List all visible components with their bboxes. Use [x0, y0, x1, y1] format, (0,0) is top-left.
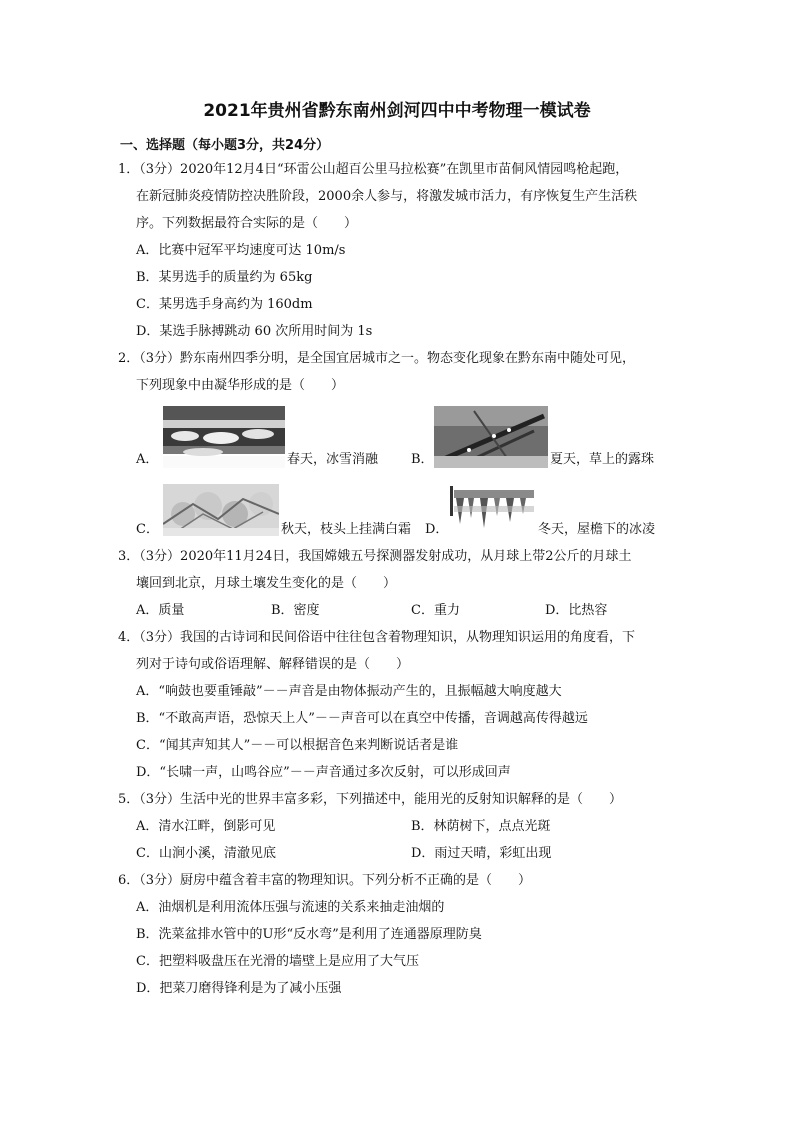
question-2-option-d-text: 冬天，屋檐下的冰凌 — [538, 522, 656, 537]
question-5-option-c: C．山涧小溪，清澈见底 — [136, 846, 276, 861]
question-3-option-b: B．密度 — [271, 603, 320, 618]
question-4-option-c: C．“闻其声知其人”－－可以根据音色来判断说话者是谁 — [136, 738, 459, 753]
melting-snow-image — [163, 406, 285, 468]
question-1-option-c: C．某男选手身高约为 160dm — [136, 297, 313, 312]
question-2-option-a-letter: A． — [136, 452, 159, 467]
question-3-option-c: C．重力 — [411, 603, 460, 618]
question-6-line-1: 6．（3分）厨房中蕴含着丰富的物理知识。下列分析不正确的是（ ） — [118, 873, 532, 888]
question-1-line-1: 1．（3分）2020年12月4日“环雷公山超百公里马拉松赛”在凯里市苗侗风情园鸣枪起跑， — [118, 162, 629, 177]
question-5-option-b: B．林荫树下，点点光斑 — [411, 819, 551, 834]
question-3-line-2: 壤回到北京，月球土壤发生变化的是（ ） — [136, 576, 397, 591]
icicles-image — [448, 484, 536, 536]
question-4-option-b: B．“不敢高声语，恐惊天上人”－－声音可以在真空中传播，音调越高传得越远 — [136, 711, 588, 726]
question-5-option-d: D．雨过天晴，彩虹出现 — [411, 846, 552, 861]
question-2-option-c-letter: C． — [136, 522, 159, 537]
question-1-option-a: A．比赛中冠军平均速度可达 10m/s — [136, 243, 346, 258]
question-6-option-d: D．把菜刀磨得锋利是为了减小压强 — [136, 981, 342, 996]
frost-on-branches-image — [163, 484, 279, 536]
question-1-line-2: 在新冠肺炎疫情防控决胜阶段，2000余人参与，将激发城市活力，有序恢复生产生活秩 — [136, 189, 638, 204]
question-1-option-b: B．某男选手的质量约为 65kg — [136, 270, 313, 285]
question-6-option-c: C．把塑料吸盘压在光滑的墙壁上是应用了大气压 — [136, 954, 419, 969]
question-1-line-3: 序。下列数据最符合实际的是（ ） — [136, 216, 358, 231]
question-5-line-1: 5．（3分）生活中光的世界丰富多彩，下列描述中，能用光的反射知识解释的是（ ） — [118, 792, 623, 807]
question-2-option-b-text: 夏天，草上的露珠 — [550, 452, 655, 467]
question-4-line-2: 列对于诗句或俗语理解、解释错误的是（ ） — [136, 657, 410, 672]
section-heading: 一、选择题（每小题3分，共24分） — [120, 138, 330, 153]
page-title: 2021年贵州省黔东南州剑河四中中考物理一模试卷 — [203, 101, 591, 121]
question-4-option-d: D．“长啸一声，山鸣谷应”－－声音通过多次反射，可以形成回声 — [136, 765, 511, 780]
question-2-option-c-text: 秋天，枝头上挂满白霜 — [281, 522, 412, 537]
question-6-option-b: B．洗菜盆排水管中的U形“反水弯”是利用了连通器原理防臭 — [136, 927, 482, 942]
question-3-line-1: 3．（3分）2020年11月24日，我国嫦娥五号探测器发射成功，从月球上带2公斤的月球土 — [118, 549, 632, 564]
question-2-line-2: 下列现象中由凝华形成的是（ ） — [136, 378, 345, 393]
question-2-option-d-letter: D． — [425, 522, 449, 537]
question-3-option-a: A．质量 — [136, 603, 185, 618]
question-2-line-1: 2．（3分）黔东南州四季分明，是全国宜居城市之一。物态变化现象在黔东南中随处可见， — [118, 351, 636, 366]
question-3-option-d: D．比热容 — [545, 603, 608, 618]
question-1-option-d: D．某选手脉搏跳动 60 次所用时间为 1s — [136, 324, 373, 339]
question-4-option-a: A．“响鼓也要重锤敲”－－声音是由物体振动产生的，且振幅越大响度越大 — [136, 684, 562, 699]
question-6-option-a: A．油烟机是利用流体压强与流速的关系来抽走油烟的 — [136, 900, 445, 915]
dew-on-grass-image — [434, 406, 548, 468]
question-2-option-b-letter: B． — [411, 452, 434, 467]
question-4-line-1: 4．（3分）我国的古诗词和民间俗语中往往包含着物理知识，从物理知识运用的角度看，下 — [118, 630, 636, 645]
question-5-option-a: A．清水江畔，倒影可见 — [136, 819, 276, 834]
question-2-option-a-text: 春天，冰雪消融 — [287, 452, 379, 467]
